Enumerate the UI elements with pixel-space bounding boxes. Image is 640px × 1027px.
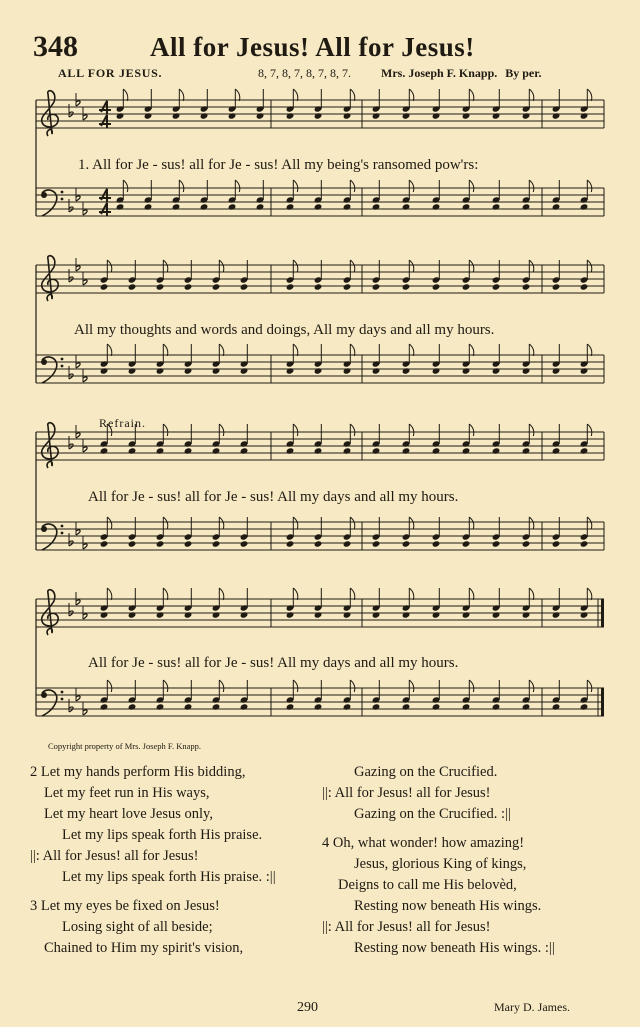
note-head <box>156 611 165 618</box>
note-flag <box>293 588 298 600</box>
note-head <box>228 203 237 210</box>
note-head <box>552 447 561 454</box>
note-head <box>522 367 531 374</box>
note-flag <box>409 424 414 436</box>
note-flag <box>469 180 474 192</box>
note-head <box>372 447 381 454</box>
note-flag <box>293 424 298 436</box>
note-flag <box>529 424 534 436</box>
note-flag <box>409 680 414 692</box>
note-flag <box>163 588 168 600</box>
note-head <box>212 611 221 618</box>
note-head <box>128 447 137 454</box>
note-flag <box>469 424 474 436</box>
note-head <box>228 112 237 119</box>
note-head <box>184 367 193 374</box>
final-bar <box>601 688 604 716</box>
note-flag <box>107 344 112 356</box>
flat-sign <box>69 112 73 117</box>
note-flag <box>587 517 592 529</box>
note-head <box>240 447 249 454</box>
hymn-title: All for Jesus! All for Jesus! <box>150 32 475 62</box>
flat-sign <box>69 374 73 379</box>
verse-line: 2 Let my hands perform His bidding, <box>30 764 246 780</box>
note-flag <box>469 260 474 272</box>
note-head <box>343 367 352 374</box>
verse-line: Gazing on the Crucified. <box>354 764 498 780</box>
note-flag <box>587 680 592 692</box>
bass-clef <box>61 698 64 701</box>
note-flag <box>219 588 224 600</box>
note-head <box>580 611 589 618</box>
note-flag <box>293 89 298 101</box>
note-head <box>343 203 352 210</box>
note-flag <box>107 680 112 692</box>
note-flag <box>587 260 592 272</box>
note-head <box>522 447 531 454</box>
note-head <box>372 367 381 374</box>
bass-clef <box>61 691 64 694</box>
verse-line <box>30 888 276 896</box>
note-head <box>314 203 323 210</box>
flat-sign <box>83 280 87 285</box>
note-head <box>100 540 109 547</box>
note-flag <box>409 260 414 272</box>
note-head <box>314 540 323 547</box>
bass-clef <box>61 365 64 368</box>
note-head <box>492 611 501 618</box>
flat-sign <box>83 544 87 549</box>
verse-line: 3 Let my eyes be fixed on Jesus! <box>30 898 220 914</box>
note-head <box>144 112 153 119</box>
note-head <box>432 203 441 210</box>
note-flag <box>409 89 414 101</box>
note-head <box>522 283 531 290</box>
note-flag <box>219 424 224 436</box>
note-head <box>314 703 323 710</box>
note-head <box>286 203 295 210</box>
verse-line <box>322 825 555 833</box>
note-head <box>314 367 323 374</box>
note-flag <box>409 180 414 192</box>
flat-sign <box>83 614 87 619</box>
note-head <box>212 703 221 710</box>
note-flag <box>409 344 414 356</box>
flat-sign <box>76 530 80 535</box>
note-head <box>314 112 323 119</box>
verse-line: 4 Oh, what wonder! how amazing! <box>322 835 525 851</box>
note-head <box>314 447 323 454</box>
verse-line: Deigns to call me His belovèd, <box>338 877 517 893</box>
note-head <box>184 611 193 618</box>
note-head <box>116 112 125 119</box>
note-flag <box>107 588 112 600</box>
note-head <box>343 112 352 119</box>
note-head <box>286 112 295 119</box>
note-flag <box>529 260 534 272</box>
note-head <box>156 367 165 374</box>
note-head <box>372 703 381 710</box>
note-flag <box>469 588 474 600</box>
note-head <box>432 540 441 547</box>
note-head <box>184 283 193 290</box>
note-head <box>128 540 137 547</box>
note-head <box>522 703 531 710</box>
composer: Mrs. Joseph F. Knapp. <box>381 66 498 80</box>
flat-sign <box>76 363 80 368</box>
note-head <box>172 203 181 210</box>
note-flag <box>219 344 224 356</box>
note-flag <box>529 344 534 356</box>
time-signature <box>99 189 111 202</box>
system-1-lyric: 1. All for Je - sus! all for Je - sus! All my being's ransomed pow'rs: <box>78 157 479 173</box>
note-head <box>462 283 471 290</box>
flat-sign <box>76 101 80 106</box>
note-flag <box>219 260 224 272</box>
note-head <box>402 283 411 290</box>
note-flag <box>123 89 128 101</box>
note-flag <box>163 680 168 692</box>
note-head <box>100 283 109 290</box>
hymn-number: 348 <box>33 30 78 63</box>
verse-line: Let my lips speak forth His praise. :|| <box>62 869 276 885</box>
note-head <box>580 283 589 290</box>
note-head <box>314 283 323 290</box>
flat-sign <box>83 447 87 452</box>
note-head <box>286 367 295 374</box>
note-head <box>286 611 295 618</box>
verse-line: Resting now beneath His wings. <box>354 898 542 914</box>
note-head <box>522 540 531 547</box>
note-head <box>552 611 561 618</box>
tune-name: ALL FOR JESUS. <box>58 66 163 80</box>
note-flag <box>179 180 184 192</box>
page-number: 290 <box>297 1000 318 1015</box>
note-head <box>492 203 501 210</box>
note-head <box>212 367 221 374</box>
note-head <box>240 703 249 710</box>
note-head <box>580 112 589 119</box>
verse-line: Jesus, glorious King of kings, <box>354 856 527 872</box>
verse-line: Resting now beneath His wings. :|| <box>354 940 555 956</box>
bass-clef <box>61 532 64 535</box>
note-head <box>402 611 411 618</box>
note-head <box>552 112 561 119</box>
final-bar <box>601 599 604 627</box>
note-flag <box>469 680 474 692</box>
note-head <box>212 447 221 454</box>
flat-sign <box>69 541 73 546</box>
note-flag <box>350 517 355 529</box>
system-2-lyric: All my thoughts and words and doings, All my days and all my hours. <box>74 322 495 338</box>
note-head <box>462 203 471 210</box>
note-head <box>522 611 531 618</box>
note-head <box>372 611 381 618</box>
note-head <box>100 611 109 618</box>
note-flag <box>587 424 592 436</box>
note-head <box>462 703 471 710</box>
bass-clef <box>61 191 64 194</box>
note-flag <box>219 517 224 529</box>
note-head <box>372 112 381 119</box>
note-head <box>286 703 295 710</box>
note-flag <box>163 344 168 356</box>
note-flag <box>107 260 112 272</box>
note-flag <box>163 517 168 529</box>
note-flag <box>350 180 355 192</box>
note-head <box>200 112 209 119</box>
note-head <box>212 283 221 290</box>
note-flag <box>293 180 298 192</box>
system-4-lyric: All for Je - sus! all for Je - sus! All my days and all my hours. <box>88 655 459 671</box>
note-head <box>240 611 249 618</box>
note-flag <box>469 344 474 356</box>
note-head <box>128 283 137 290</box>
verses-right-column <box>322 762 555 959</box>
note-flag <box>293 344 298 356</box>
note-head <box>432 367 441 374</box>
note-head <box>240 283 249 290</box>
note-flag <box>235 180 240 192</box>
note-flag <box>529 89 534 101</box>
note-head <box>100 367 109 374</box>
note-head <box>343 540 352 547</box>
note-head <box>212 540 221 547</box>
note-head <box>492 367 501 374</box>
note-head <box>184 540 193 547</box>
time-signature <box>99 203 111 216</box>
note-flag <box>587 588 592 600</box>
refrain-label: Refrain. <box>99 416 146 430</box>
note-head <box>343 611 352 618</box>
note-head <box>402 447 411 454</box>
note-head <box>552 283 561 290</box>
note-head <box>240 367 249 374</box>
note-flag <box>587 89 592 101</box>
note-flag <box>350 588 355 600</box>
note-head <box>372 203 381 210</box>
note-flag <box>529 588 534 600</box>
note-head <box>286 447 295 454</box>
note-flag <box>529 680 534 692</box>
note-head <box>492 112 501 119</box>
note-head <box>343 447 352 454</box>
note-head <box>156 283 165 290</box>
note-head <box>402 367 411 374</box>
note-head <box>492 703 501 710</box>
note-head <box>580 540 589 547</box>
note-head <box>552 540 561 547</box>
note-head <box>184 703 193 710</box>
note-flag <box>529 517 534 529</box>
flat-sign <box>83 115 87 120</box>
flat-sign <box>76 196 80 201</box>
note-head <box>314 611 323 618</box>
bass-clef <box>61 198 64 201</box>
note-head <box>402 703 411 710</box>
note-head <box>128 703 137 710</box>
note-head <box>522 112 531 119</box>
note-flag <box>179 89 184 101</box>
note-head <box>580 703 589 710</box>
verse-line: ||: All for Jesus! all for Jesus! <box>322 919 491 935</box>
note-head <box>492 447 501 454</box>
note-flag <box>350 680 355 692</box>
note-head <box>172 112 181 119</box>
note-flag <box>529 180 534 192</box>
note-head <box>256 112 265 119</box>
note-head <box>462 540 471 547</box>
note-head <box>432 611 441 618</box>
note-flag <box>587 180 592 192</box>
flat-sign <box>83 210 87 215</box>
note-head <box>372 540 381 547</box>
copyright-notice: Copyright property of Mrs. Joseph F. Knapp. <box>48 741 202 751</box>
note-head <box>156 447 165 454</box>
note-head <box>128 367 137 374</box>
note-head <box>432 112 441 119</box>
flat-sign <box>69 207 73 212</box>
note-flag <box>350 424 355 436</box>
note-head <box>200 203 209 210</box>
permission: By per. <box>505 66 542 80</box>
note-head <box>256 203 265 210</box>
note-head <box>286 540 295 547</box>
verse-line: Losing sight of all beside; <box>62 919 213 935</box>
note-head <box>492 540 501 547</box>
flat-sign <box>83 377 87 382</box>
note-head <box>552 703 561 710</box>
note-head <box>128 611 137 618</box>
note-head <box>462 367 471 374</box>
note-flag <box>350 89 355 101</box>
note-head <box>522 203 531 210</box>
verse-line: ||: All for Jesus! all for Jesus! <box>30 848 199 864</box>
note-head <box>184 447 193 454</box>
note-head <box>144 203 153 210</box>
note-head <box>286 283 295 290</box>
note-head <box>240 540 249 547</box>
note-head <box>552 203 561 210</box>
flat-sign <box>69 444 73 449</box>
note-head <box>580 203 589 210</box>
note-head <box>462 611 471 618</box>
meter: 8, 7, 8, 7, 8, 7, 8, 7. <box>258 66 351 80</box>
note-head <box>492 283 501 290</box>
note-head <box>343 703 352 710</box>
note-flag <box>107 517 112 529</box>
note-flag <box>219 680 224 692</box>
note-flag <box>163 260 168 272</box>
note-head <box>580 447 589 454</box>
verse-line: Let my feet run in His ways, <box>44 785 210 801</box>
note-flag <box>469 517 474 529</box>
note-head <box>343 283 352 290</box>
author-signature: Mary D. James. <box>494 1000 570 1014</box>
flat-sign <box>76 696 80 701</box>
note-flag <box>469 89 474 101</box>
note-head <box>156 540 165 547</box>
flat-sign <box>76 266 80 271</box>
time-signature <box>99 101 111 114</box>
verse-line: ||: All for Jesus! all for Jesus! <box>322 785 491 801</box>
note-head <box>116 203 125 210</box>
flat-sign <box>69 707 73 712</box>
note-flag <box>409 588 414 600</box>
treble-clef <box>42 423 58 468</box>
verse-line: Let my heart love Jesus only, <box>44 806 213 822</box>
note-head <box>156 703 165 710</box>
flat-sign <box>69 611 73 616</box>
treble-clef <box>42 256 58 301</box>
note-flag <box>587 344 592 356</box>
note-head <box>552 367 561 374</box>
note-flag <box>350 344 355 356</box>
verse-line: Gazing on the Crucified. :|| <box>354 806 511 822</box>
note-flag <box>123 180 128 192</box>
note-head <box>100 447 109 454</box>
treble-clef <box>42 590 58 635</box>
verse-line: Let my lips speak forth His praise. <box>62 827 263 843</box>
note-head <box>432 447 441 454</box>
flat-sign <box>69 277 73 282</box>
time-signature <box>99 115 111 128</box>
note-head <box>432 283 441 290</box>
verses-left-column <box>30 762 276 959</box>
note-head <box>372 283 381 290</box>
system-3-lyric: All for Je - sus! all for Je - sus! All my days and all my hours. <box>88 489 459 505</box>
bass-clef <box>61 525 64 528</box>
note-head <box>402 203 411 210</box>
note-flag <box>293 260 298 272</box>
note-flag <box>293 680 298 692</box>
note-head <box>580 367 589 374</box>
note-head <box>100 703 109 710</box>
note-head <box>462 447 471 454</box>
note-head <box>402 112 411 119</box>
note-flag <box>235 89 240 101</box>
note-flag <box>409 517 414 529</box>
treble-clef <box>42 91 58 136</box>
note-head <box>432 703 441 710</box>
note-flag <box>350 260 355 272</box>
note-head <box>402 540 411 547</box>
bass-clef <box>61 358 64 361</box>
note-flag <box>293 517 298 529</box>
flat-sign <box>76 433 80 438</box>
note-head <box>462 112 471 119</box>
flat-sign <box>76 600 80 605</box>
flat-sign <box>83 710 87 715</box>
verse-line: Chained to Him my spirit's vision, <box>44 940 244 956</box>
note-flag <box>163 424 168 436</box>
